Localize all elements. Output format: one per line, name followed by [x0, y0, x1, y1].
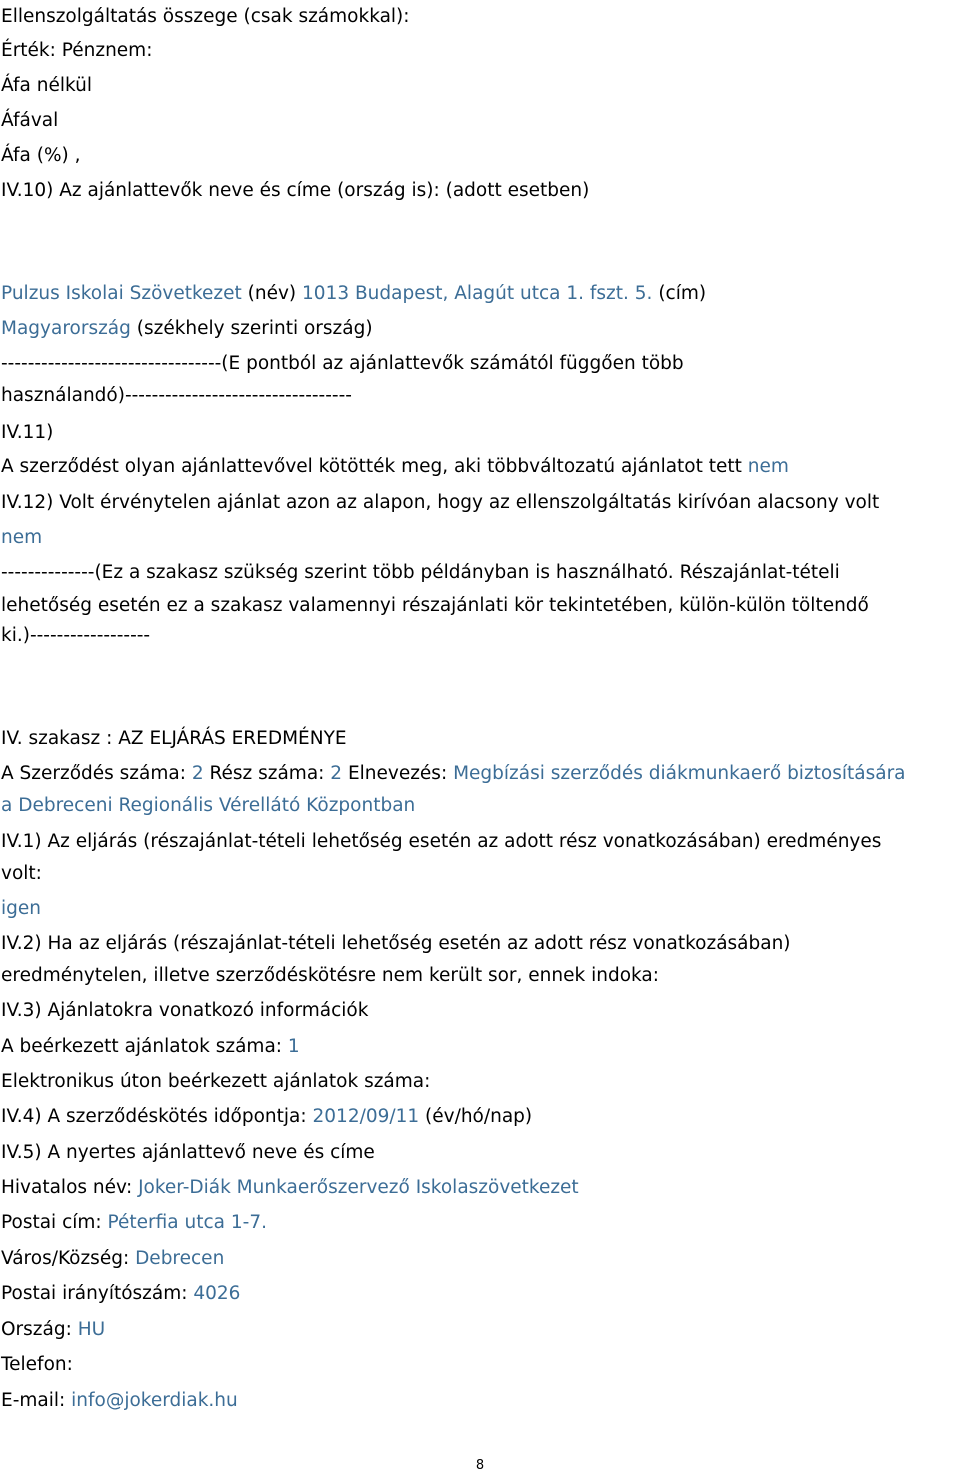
repeat-note-line-3: ki.)------------------ — [1, 625, 151, 646]
address-label: (cím) — [652, 283, 707, 304]
official-name-line — [1, 1176, 579, 1200]
tenders-received-line — [1, 1035, 300, 1059]
city-value: Debrecen — [135, 1248, 225, 1269]
tenderer-country-value: Magyarország — [1, 318, 131, 339]
repeat-note-line-1: --------------(Ez a szakasz szükség szerint több példányban is használható. Részajánlat-tételi — [1, 562, 840, 583]
official-name-value: Joker-Diák Munkaerőszervező Iskolaszövetkezet — [138, 1177, 579, 1198]
title-value: Megbízási szerződés diákmunkaerő biztosítására — [453, 763, 906, 784]
title-value-continued: a Debreceni Regionális Vérellátó Központban — [1, 795, 416, 816]
contract-date-line — [1, 1105, 532, 1129]
postcode-line — [1, 1282, 240, 1306]
variant-tender-label: A szerződést olyan ajánlattevővel kötötték meg, aki többváltozatú ajánlatot tett — [1, 456, 748, 477]
tenderer-address-value: 1013 Budapest, Alagút utca 1. fszt. 5. — [302, 283, 653, 304]
tenderer-country-label: (székhely szerinti ország) — [130, 318, 373, 339]
section-iv2-heading-continued: eredménytelen, illetve szerződéskötésre nem került sor, ennek indoka: — [1, 965, 659, 986]
section-iv10-heading: IV.10) Az ajánlattevők neve és címe (ország is): (adott esetben) — [1, 180, 590, 201]
section-iv-title: IV. szakasz : AZ ELJÁRÁS EREDMÉNYE — [1, 728, 347, 749]
date-format-label: (év/hó/nap) — [419, 1106, 533, 1127]
postcode-value: 4026 — [193, 1283, 241, 1304]
tenderer-name-line — [1, 282, 706, 306]
lot-number-label: Rész száma: — [203, 763, 331, 784]
repeat-note-line-2: lehetőség esetén ez a szakasz valamennyi részajánlati kör tekintetében, külön-külön töltendő — [1, 595, 869, 616]
contract-number-value: 2 — [191, 763, 204, 784]
electronic-tenders-label: Elektronikus úton beérkezett ajánlatok száma: — [1, 1071, 431, 1092]
tenderer-country-line — [1, 317, 373, 341]
postcode-label: Postai irányítószám: — [1, 1283, 194, 1304]
phone-label: Telefon: — [1, 1354, 73, 1375]
postal-address-line — [1, 1211, 267, 1235]
title-label: Elnevezés: — [342, 763, 454, 784]
page-number: 8 — [475, 1458, 485, 1473]
official-name-label: Hivatalos név: — [1, 1177, 139, 1198]
successful-value: igen — [1, 898, 41, 919]
lot-number-value: 2 — [330, 763, 343, 784]
postal-address-label: Postai cím: — [1, 1212, 108, 1233]
section-iv1-heading: IV.1) Az eljárás (részajánlat-tételi lehetőség esetén az adott rész vonatkozásában) eredményes — [1, 831, 882, 852]
name-label: (név) — [241, 283, 303, 304]
country-line — [1, 1318, 105, 1342]
section-iv3-heading: IV.3) Ajánlatokra vonatkozó információk — [1, 1000, 369, 1021]
contract-value-heading: Ellenszolgáltatás összege (csak számokkal): — [1, 6, 410, 27]
variant-tender-line — [1, 455, 789, 479]
section-iv2-heading: IV.2) Ha az eljárás (részajánlat-tételi lehetőség esetén az adott rész vonatkozásában) — [1, 933, 791, 954]
contract-date-label: IV.4) A szerződéskötés időpontja: — [1, 1106, 313, 1127]
separator-note-line-2: használandó)---------------------------------- — [1, 385, 352, 406]
tenders-received-value: 1 — [287, 1036, 300, 1057]
city-line — [1, 1247, 224, 1271]
section-iv11-heading: IV.11) — [1, 422, 54, 443]
variant-tender-value: nem — [747, 456, 789, 477]
with-vat-label: Áfával — [1, 110, 59, 131]
without-vat-label: Áfa nélkül — [1, 75, 92, 96]
postal-address-value: Péterfia utca 1-7. — [107, 1212, 267, 1233]
country-value: HU — [77, 1319, 106, 1340]
country-label: Ország: — [1, 1319, 78, 1340]
section-iv5-heading: IV.5) A nyertes ajánlattevő neve és címe — [1, 1142, 375, 1163]
email-line — [1, 1389, 238, 1413]
contract-number-line — [1, 762, 906, 786]
value-currency-label: Érték: Pénznem: — [1, 40, 153, 61]
vat-percent-label: Áfa (%) , — [1, 145, 81, 166]
tenders-received-label: A beérkezett ajánlatok száma: — [1, 1036, 288, 1057]
contract-date-value: 2012/09/11 — [312, 1106, 420, 1127]
email-label: E-mail: — [1, 1390, 72, 1411]
low-price-value: nem — [1, 527, 43, 548]
section-iv1-heading-continued: volt: — [1, 863, 42, 884]
city-label: Város/Község: — [1, 1248, 136, 1269]
contract-number-label: A Szerződés száma: — [1, 763, 192, 784]
tenderer-name-value: Pulzus Iskolai Szövetkezet — [1, 283, 242, 304]
section-iv12-heading: IV.12) Volt érvénytelen ajánlat azon az alapon, hogy az ellenszolgáltatás kirívóan alacsony volt — [1, 492, 880, 513]
separator-note-line-1: ---------------------------------(E pontból az ajánlattevők számától függően több — [1, 353, 684, 374]
email-value[interactable]: info@jokerdiak.hu — [71, 1390, 238, 1411]
